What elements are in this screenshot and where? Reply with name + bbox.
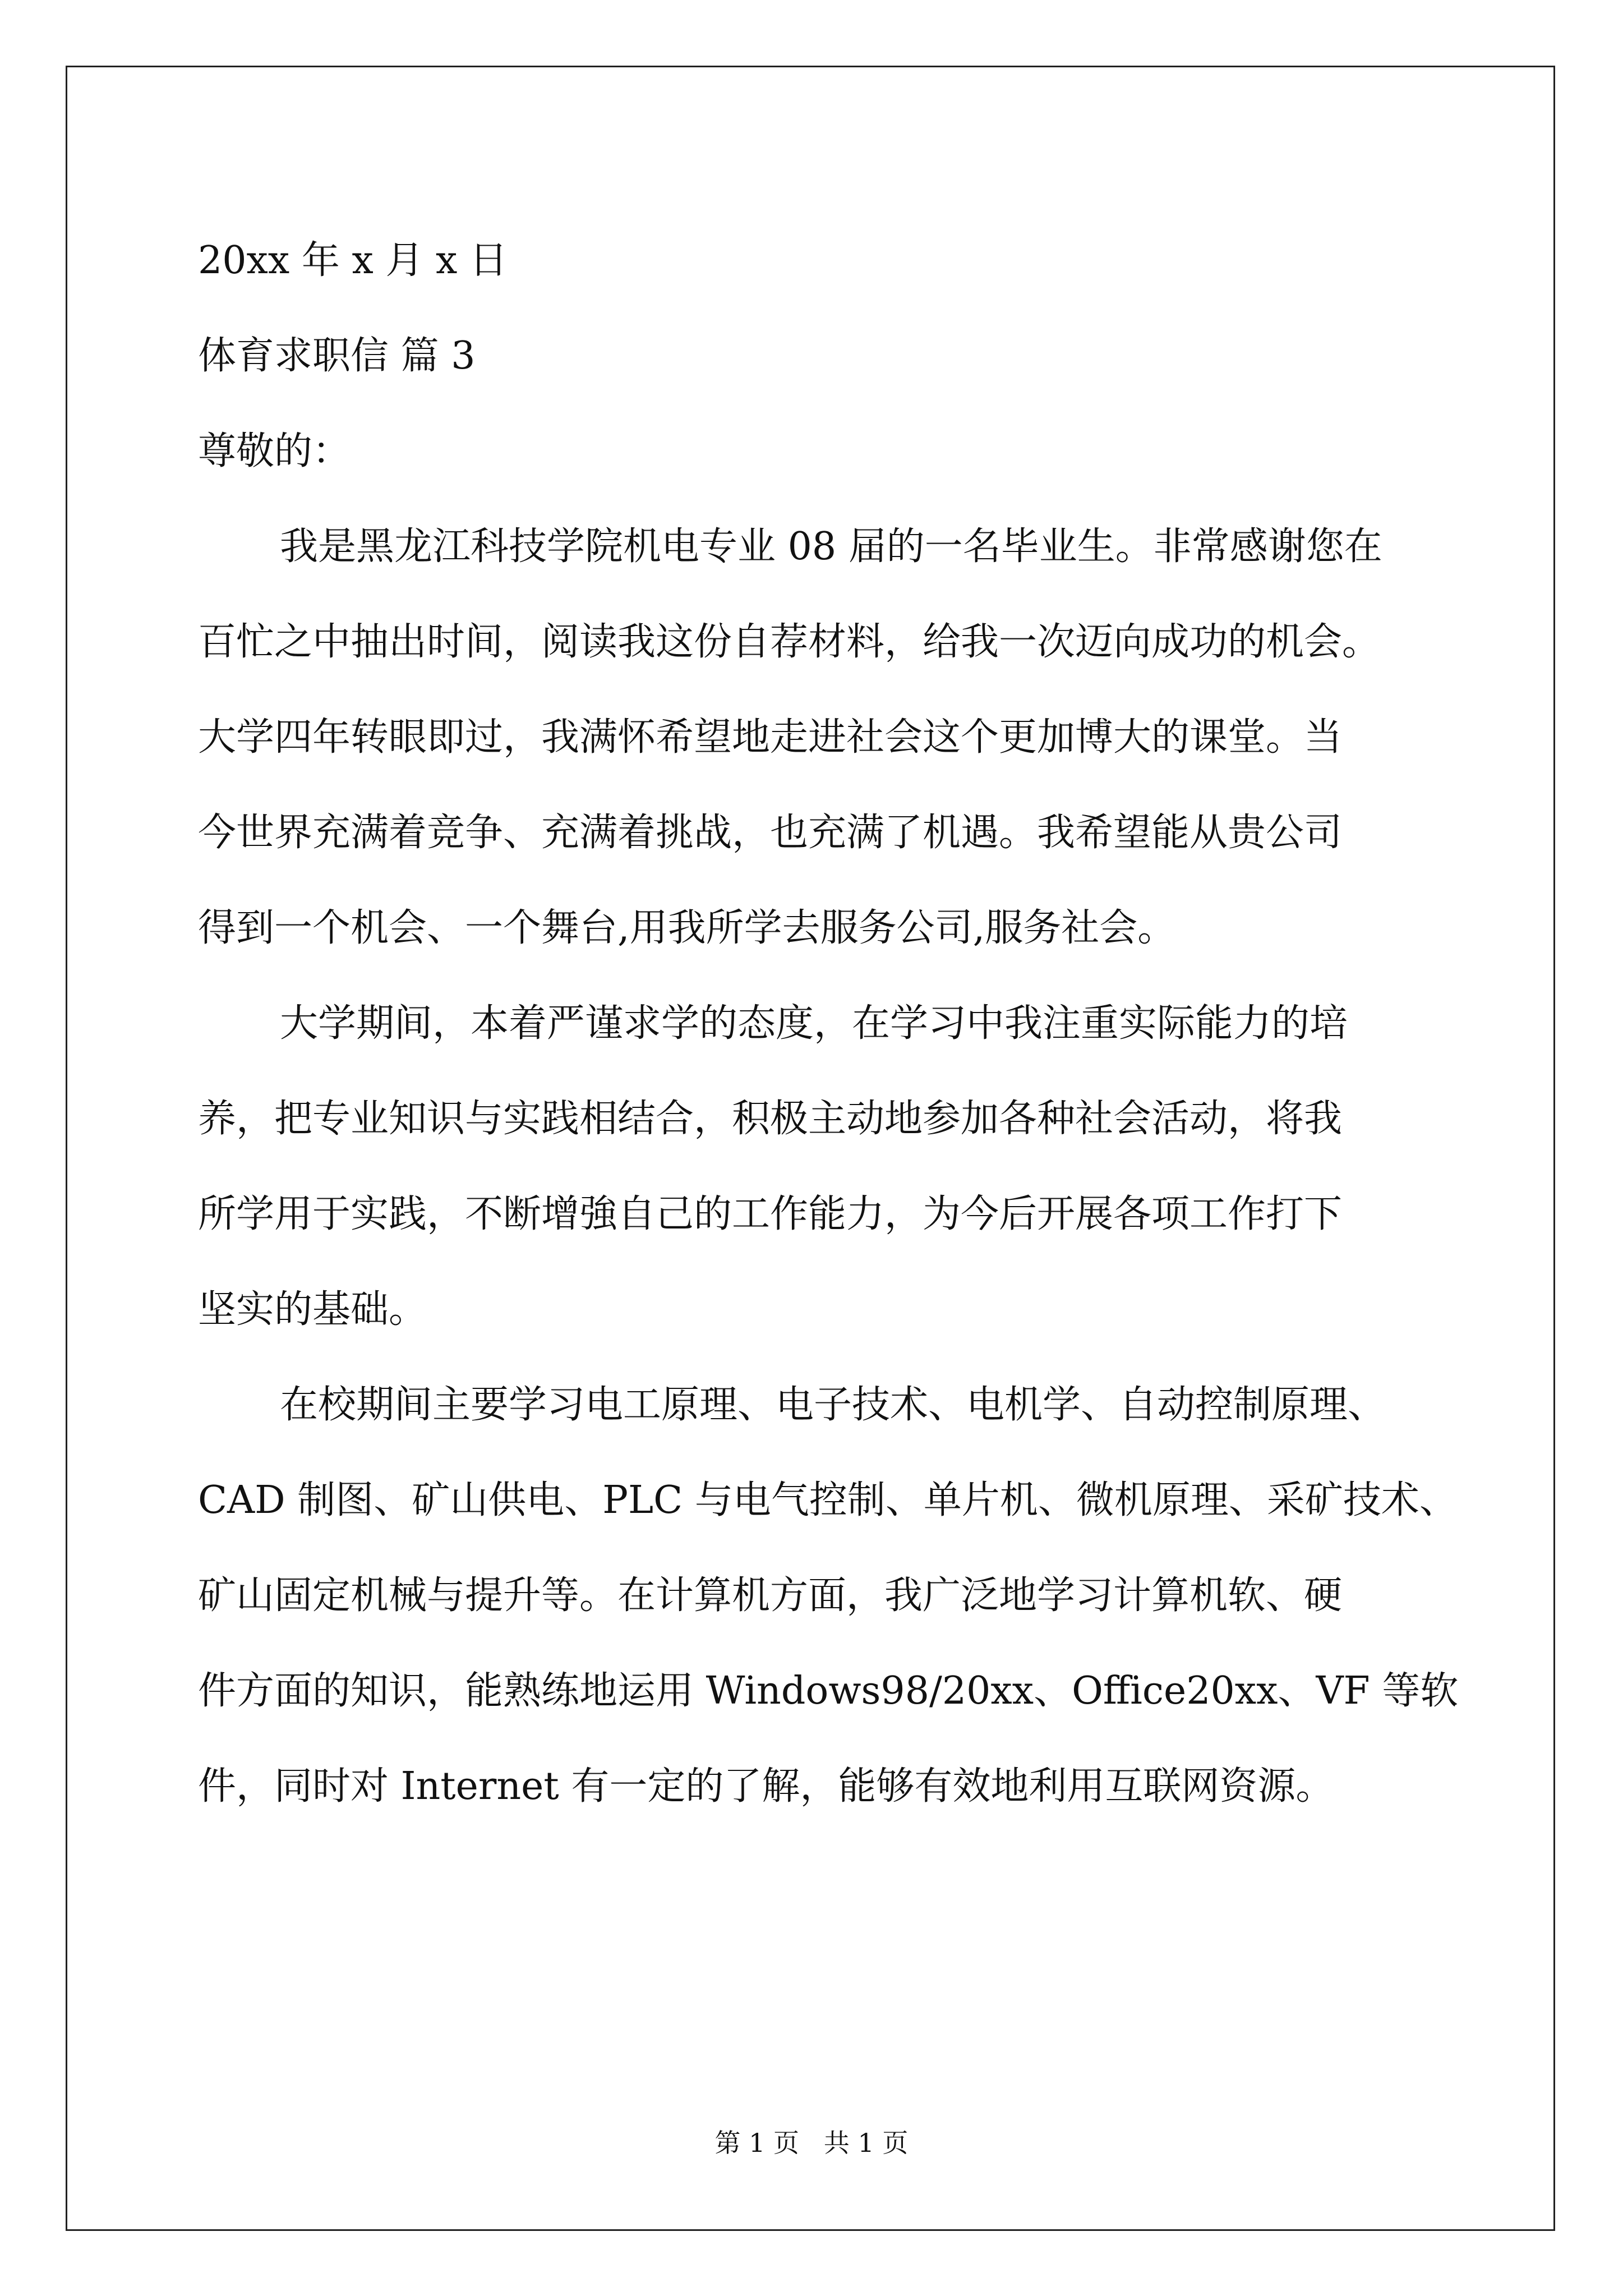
paragraph-line: 在校期间主要学习电工原理、电子技术、电机学、自动控制原理、 <box>280 1383 1386 1427</box>
paragraph-line: 大学四年转眼即过，我满怀希望地走进社会这个更加博大的课堂。当 <box>198 715 1343 760</box>
document-body <box>198 213 1459 1834</box>
paragraph-line: 件方面的知识，能熟练地运用 Windows98/20xx、Office20xx、VF 等软 <box>198 1669 1459 1713</box>
paragraph-line: 我是黑龙江科技学院机电专业 08 届的一名毕业生。非常感谢您在 <box>280 524 1382 569</box>
paragraph-line: 百忙之中抽出时间，阅读我这份自荐材料，给我一次迈向成功的机会。 <box>198 620 1381 664</box>
salutation: 尊敬的： <box>198 429 351 473</box>
page-footer: 第 1 页 共 1 页 <box>714 2128 909 2158</box>
date-line: 20xx 年 x 月 x 日 <box>198 238 508 283</box>
paragraph-line: 件，同时对 Internet 有一定的了解，能够有效地利用互联网资源。 <box>198 1764 1334 1809</box>
paragraph-line: 今世界充满着竞争、充满着挑战，也充满了机遇。我希望能从贵公司 <box>198 811 1343 855</box>
paragraph-line: 大学期间，本着严谨求学的态度，在学习中我注重实际能力的培 <box>280 1001 1348 1046</box>
paragraph-line: 所学用于实践，不断增強自己的工作能力，为今后开展各项工作打下 <box>198 1192 1343 1236</box>
paragraph-line: CAD 制图、矿山供电、PLC 与电气控制、单片机、微机原理、采矿技术、 <box>198 1478 1458 1522</box>
paragraph-line: 矿山固定机械与提升等。在计算机方面，我广泛地学习计算机软、硬 <box>198 1573 1343 1618</box>
document-title: 体育求职信 篇 3 <box>198 334 476 378</box>
paragraph-line: 得到一个机会、一个舞台,用我所学去服务公司,服务社会。 <box>198 906 1176 950</box>
paragraph-line: 养，把专业知识与实践相结合，积极主动地参加各种社会活动，将我 <box>198 1097 1343 1141</box>
paragraph-line: 坚实的基础。 <box>198 1287 427 1332</box>
